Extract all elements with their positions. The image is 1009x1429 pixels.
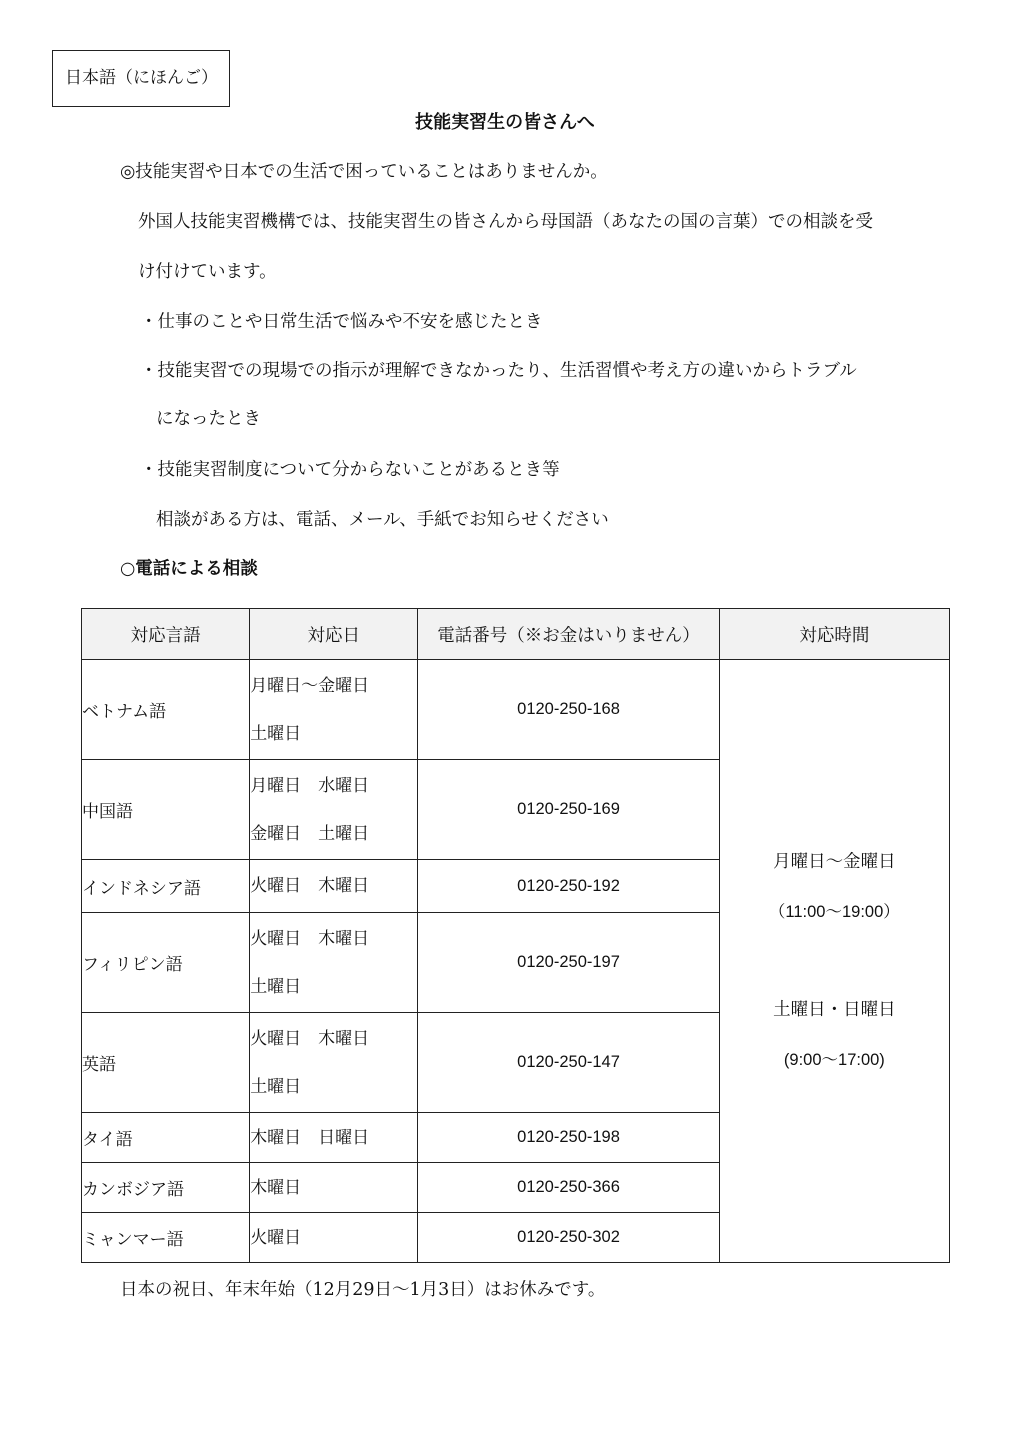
days-line: 火曜日 木曜日 — [250, 876, 370, 896]
weekend-hours-label: 土曜日・日曜日 — [773, 1000, 896, 1020]
bullet-2-line-1: ・技能実習での現場での指示が理解できなかったり、生活習慣や考え方の違いからトラブル — [140, 361, 857, 381]
phone-number: 0120-250-366 — [418, 1163, 719, 1213]
days-line: 金曜日 土曜日 — [250, 823, 370, 844]
days-cell — [250, 1213, 418, 1263]
weekend-hours-time: (9:00～17:00) — [783, 1051, 885, 1069]
days-line: 木曜日 — [250, 1177, 302, 1198]
days-cell — [250, 913, 418, 1013]
days-line: 月曜日 水曜日 — [250, 775, 370, 796]
phone-number: 0120-250-147 — [418, 1013, 719, 1113]
days-line: 月曜日～金曜日 — [250, 675, 370, 696]
language-cell: インドネシア語 — [82, 860, 250, 913]
language-cell: タイ語 — [82, 1113, 250, 1163]
days-cell — [250, 1013, 418, 1113]
language-cell: フィリピン語 — [82, 913, 250, 1013]
language-cell: 英語 — [82, 1013, 250, 1113]
bullet-1: ・仕事のことや日常生活で悩みや不安を感じたとき — [140, 312, 543, 332]
phone-number: 0120-250-302 — [418, 1213, 719, 1263]
phone-number: 0120-250-192 — [418, 860, 719, 913]
contact-line: 相談がある方は、電話、メール、手紙でお知らせください — [156, 510, 609, 530]
phone-number: 0120-250-169 — [418, 760, 719, 860]
days-line: 火曜日 木曜日 — [250, 928, 370, 949]
header-days: 対応日 — [250, 609, 418, 660]
phone-number: 0120-250-197 — [418, 913, 719, 1013]
days-line: 火曜日 木曜日 — [250, 1028, 370, 1049]
bullet-3: ・技能実習制度について分からないことがあるとき等 — [140, 460, 560, 480]
days-cell — [250, 760, 418, 860]
phone-number: 0120-250-168 — [418, 660, 719, 760]
hours-cell — [719, 660, 949, 1263]
days-line: 土曜日 — [250, 1076, 302, 1097]
holiday-note: 日本の祝日、年末年始（12月29日～1月3日）はお休みです。 — [120, 1280, 606, 1300]
header-language: 対応言語 — [82, 609, 250, 660]
days-cell — [250, 1163, 418, 1213]
intro-line-1: 外国人技能実習機構では、技能実習生の皆さんから母国語（あなたの国の言葉）での相談を受 — [138, 212, 873, 232]
bullet-2-line-2: になったとき — [156, 409, 261, 429]
language-cell: カンボジア語 — [82, 1163, 250, 1213]
page-title: 技能実習生の皆さんへ — [415, 112, 595, 133]
language-cell: 中国語 — [82, 760, 250, 860]
table-row — [82, 660, 950, 760]
days-line: 土曜日 — [250, 723, 302, 744]
days-line: 土曜日 — [250, 976, 302, 997]
table-header-row — [82, 609, 950, 660]
phone-number: 0120-250-198 — [418, 1113, 719, 1163]
days-line: 火曜日 — [250, 1227, 302, 1248]
intro-line-2: け付けています。 — [138, 262, 277, 282]
days-cell — [250, 860, 418, 913]
language-cell: ミャンマー語 — [82, 1213, 250, 1263]
phone-consultation-heading: ○電話による相談 — [120, 559, 258, 579]
language-cell: ベトナム語 — [82, 660, 250, 760]
days-line: 木曜日 日曜日 — [250, 1127, 370, 1148]
days-cell — [250, 660, 418, 760]
language-label-box — [52, 50, 230, 107]
language-label: 日本語（にほんご） — [65, 68, 218, 88]
intro-question: ◎技能実習や日本での生活で困っていることはありませんか。 — [120, 162, 608, 182]
weekday-hours-label: 月曜日～金曜日 — [773, 852, 896, 872]
weekday-hours-time: （11:00～19:00） — [768, 903, 900, 921]
days-cell — [250, 1113, 418, 1163]
header-phone: 電話番号（※お金はいりません） — [418, 609, 719, 660]
consultation-table — [81, 608, 950, 1263]
header-hours: 対応時間 — [719, 609, 949, 660]
